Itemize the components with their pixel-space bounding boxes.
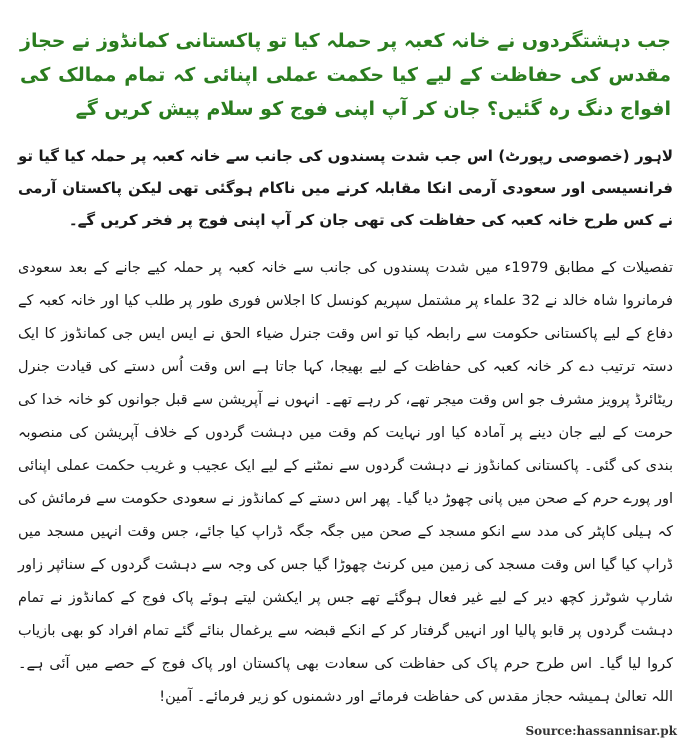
article-headline: جب دہشتگردوں نے خانہ کعبہ پر حملہ کیا تو پاکستانی کمانڈوز نے حجاز مقدس کی حفاظت کے لیے کیا حکمت عملی اپنائی کہ تمام ممالک کی افواج دنگ رہ گئیں؟ جان کر آپ اپنی فوج کو سلام پیش کریں گے — [20, 30, 671, 120]
source-credit: Source:hassannisar.pk — [525, 724, 677, 738]
article-body: تفصیلات کے مطابق 1979ء میں شدت پسندوں کی جانب سے خانہ کعبہ پر حملہ کیے جانے کے بعد سعودی فرمانروا شاہ خالد نے 32 علماء پر مشتمل سپریم کونسل کا اجلاس فوری طور پر طلب کیا اور خانہ کعبہ کے دفاع کے لیے پاکستانی حکومت سے رابطہ کیا تو اس وقت جنرل ضیاء الحق نے ایس ایس جی کمانڈوز کا ایک دستہ ترتیب دے کر خانہ کعبہ کی حفاظت کے لیے بھیجا، کہا جاتا ہے اس وقت اُس دستے کی قیادت جنرل ریٹائرڈ پرویز مشرف جو اس وقت میجر تھے، کر رہے تھے۔ انہوں نے آپریشن سے قبل جوانوں کو خانہ خدا کی حرمت کے لیے جان دینے پر آمادہ کیا اور نہایت کم وقت میں دہشت گردوں کے خلاف آپریشن کی منصوبہ بندی کی گئی۔ پاکستانی کمانڈوز نے دہشت گردوں سے نمٹنے کے لیے ایک عجیب و غریب حکمت عملی اپنائی اور پورے حرم کے صحن میں پانی چھوڑ دیا گیا۔ پھر اس دستے کے کمانڈوز نے سعودی حکومت سے فرمائش کی کہ ہیلی کاپٹر کی مدد سے انکو مسجد کے صحن میں جگہ جگہ ڈراپ کیا جائے، جس وقت انہیں مسجد میں ڈراپ کیا گیا اس وقت مسجد کی زمین میں کرنٹ چھوڑا گیا جس کی وجہ سے دہشت گردوں کے سنائپر زاور شارپ شوٹرز کچھ دیر کے لیے غیر فعال ہوگئے تھے جس پر ایکشن لیتے ہوئے پاک فوج کے کمانڈوز نے تمام دہشت گردوں پر قابو پالیا اور انہیں گرفتار کر کے انکے قبضہ سے یرغمال بنائے گئے تمام افراد کو بھی بازیاب کروا لیا گیا۔ اس طرح حرم پاک کی حفاظت کی سعادت بھی پاکستان اور پاک فوج کے حصے میں آئی ہے۔ اللہ تعالیٰ ہمیشہ حجاز مقدس کی حفاظت فرمائے اور دشمنوں کو زیر فرمائے۔ آمین! — [18, 260, 673, 705]
article-intro: لاہور (خصوصی رپورٹ) اس جب شدت پسندوں کی جانب سے خانہ کعبہ پر حملہ کیا گیا تو فرانسیسی اور سعودی آرمی انکا مقابلہ کرنے میں ناکام ہوگئی تھی لیکن پاکستان آرمی نے کس طرح خانہ کعبہ کی حفاظت کی تھی جان کر آپ اپنی فوج پر فخر کریں گے۔ — [18, 147, 673, 229]
